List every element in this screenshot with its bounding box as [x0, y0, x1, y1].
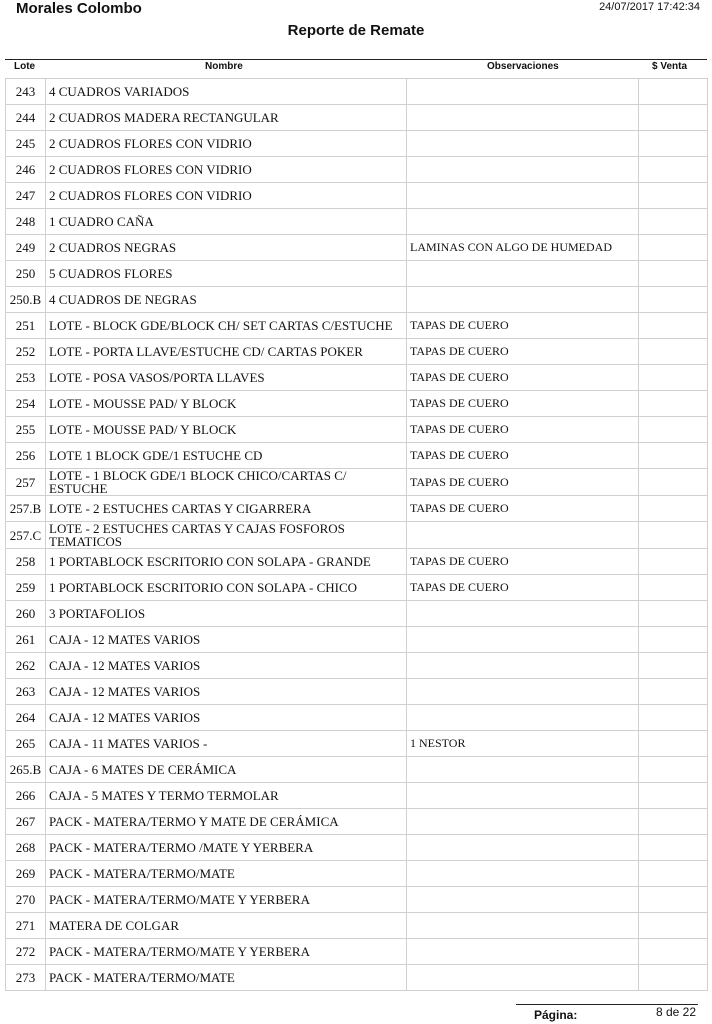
- table-row: [6, 679, 708, 705]
- report-title: Reporte de Remate: [287, 22, 425, 39]
- table-row: [6, 313, 708, 339]
- observations-cell: [407, 887, 639, 913]
- table-row: [6, 365, 708, 391]
- sale-price-cell: [639, 209, 708, 235]
- table-row: [6, 757, 708, 783]
- header-rule: [5, 59, 707, 60]
- observations-cell: [407, 601, 639, 627]
- observations-cell: LAMINAS CON ALGO DE HUMEDAD: [407, 235, 639, 261]
- lot-number-cell: 263: [6, 679, 46, 705]
- table-row: [6, 209, 708, 235]
- observations-cell: [407, 809, 639, 835]
- lot-number-cell: 271: [6, 913, 46, 939]
- table-row: [6, 575, 708, 601]
- lot-number-cell: 264: [6, 705, 46, 731]
- sale-price-cell: [639, 496, 708, 522]
- observations-cell: TAPAS DE CUERO: [407, 443, 639, 469]
- observations-cell: [407, 913, 639, 939]
- item-name-cell: 1 PORTABLOCK ESCRITORIO CON SOLAPA - CHICO: [46, 575, 407, 601]
- observations-cell: 1 NESTOR: [407, 731, 639, 757]
- observations-cell: [407, 705, 639, 731]
- sale-price-cell: [639, 469, 708, 496]
- lot-number-cell: 255: [6, 417, 46, 443]
- observations-cell: TAPAS DE CUERO: [407, 496, 639, 522]
- item-name-cell: CAJA - 11 MATES VARIOS -: [46, 731, 407, 757]
- observations-cell: [407, 939, 639, 965]
- sale-price-cell: [639, 887, 708, 913]
- item-name-cell: PACK - MATERA/TERMO /MATE Y YERBERA: [46, 835, 407, 861]
- table-row: [6, 939, 708, 965]
- column-header-venta: $ Venta: [652, 61, 688, 72]
- lot-number-cell: 259: [6, 575, 46, 601]
- lot-number-cell: 253: [6, 365, 46, 391]
- item-name-cell: LOTE - PORTA LLAVE/ESTUCHE CD/ CARTAS POKER: [46, 339, 407, 365]
- item-name-cell: PACK - MATERA/TERMO Y MATE DE CERÁMICA: [46, 809, 407, 835]
- lot-number-cell: 246: [6, 157, 46, 183]
- item-name-cell: LOTE - MOUSSE PAD/ Y BLOCK: [46, 391, 407, 417]
- sale-price-cell: [639, 261, 708, 287]
- table-row: [6, 809, 708, 835]
- lots-table-body: [6, 79, 708, 991]
- lot-number-cell: 244: [6, 105, 46, 131]
- item-name-cell: LOTE - MOUSSE PAD/ Y BLOCK: [46, 417, 407, 443]
- observations-cell: [407, 679, 639, 705]
- table-row: [6, 105, 708, 131]
- item-name-cell: LOTE - POSA VASOS/PORTA LLAVES: [46, 365, 407, 391]
- observations-cell: TAPAS DE CUERO: [407, 575, 639, 601]
- column-header-observaciones: Observaciones: [487, 61, 559, 72]
- item-name-cell: MATERA DE COLGAR: [46, 913, 407, 939]
- observations-cell: [407, 653, 639, 679]
- item-name-cell: CAJA - 12 MATES VARIOS: [46, 627, 407, 653]
- item-name-cell: LOTE - 2 ESTUCHES CARTAS Y CIGARRERA: [46, 496, 407, 522]
- observations-cell: [407, 261, 639, 287]
- observations-cell: TAPAS DE CUERO: [407, 417, 639, 443]
- item-name-cell: PACK - MATERA/TERMO/MATE Y YERBERA: [46, 887, 407, 913]
- item-name-cell: CAJA - 12 MATES VARIOS: [46, 705, 407, 731]
- table-row: [6, 157, 708, 183]
- lot-number-cell: 257: [6, 469, 46, 496]
- lot-number-cell: 257.C: [6, 522, 46, 549]
- sale-price-cell: [639, 679, 708, 705]
- observations-cell: [407, 783, 639, 809]
- item-name-cell: 2 CUADROS FLORES CON VIDRIO: [46, 157, 407, 183]
- table-row: [6, 339, 708, 365]
- sale-price-cell: [639, 522, 708, 549]
- lot-number-cell: 273: [6, 965, 46, 991]
- lot-number-cell: 266: [6, 783, 46, 809]
- observations-cell: [407, 183, 639, 209]
- lots-table: [5, 78, 708, 991]
- sale-price-cell: [639, 183, 708, 209]
- lot-number-cell: 250: [6, 261, 46, 287]
- table-row: [6, 965, 708, 991]
- item-name-cell: 2 CUADROS MADERA RECTANGULAR: [46, 105, 407, 131]
- item-name-cell: CAJA - 12 MATES VARIOS: [46, 679, 407, 705]
- item-name-cell: CAJA - 12 MATES VARIOS: [46, 653, 407, 679]
- table-row: [6, 522, 708, 549]
- item-name-cell: LOTE 1 BLOCK GDE/1 ESTUCHE CD: [46, 443, 407, 469]
- table-row: [6, 235, 708, 261]
- observations-cell: [407, 287, 639, 313]
- observations-cell: TAPAS DE CUERO: [407, 549, 639, 575]
- item-name-cell: 4 CUADROS VARIADOS: [46, 79, 407, 105]
- column-header-nombre: Nombre: [205, 61, 243, 72]
- lot-number-cell: 260: [6, 601, 46, 627]
- item-name-cell: LOTE - BLOCK GDE/BLOCK CH/ SET CARTAS C/ESTUCHE: [46, 313, 407, 339]
- item-name-cell: PACK - MATERA/TERMO/MATE Y YERBERA: [46, 939, 407, 965]
- lot-number-cell: 252: [6, 339, 46, 365]
- sale-price-cell: [639, 809, 708, 835]
- page-label: Página:: [534, 1008, 578, 1022]
- table-row: [6, 469, 708, 496]
- observations-cell: TAPAS DE CUERO: [407, 313, 639, 339]
- sale-price-cell: [639, 417, 708, 443]
- lot-number-cell: 249: [6, 235, 46, 261]
- observations-cell: TAPAS DE CUERO: [407, 365, 639, 391]
- table-row: [6, 783, 708, 809]
- table-row: [6, 417, 708, 443]
- item-name-cell: 2 CUADROS NEGRAS: [46, 235, 407, 261]
- sale-price-cell: [639, 157, 708, 183]
- table-row: [6, 835, 708, 861]
- lot-number-cell: 265: [6, 731, 46, 757]
- lot-number-cell: 247: [6, 183, 46, 209]
- sale-price-cell: [639, 783, 708, 809]
- item-name-cell: LOTE - 2 ESTUCHES CARTAS Y CAJAS FOSFOROS TEMATICOS: [46, 522, 407, 549]
- lot-number-cell: 262: [6, 653, 46, 679]
- sale-price-cell: [639, 235, 708, 261]
- observations-cell: [407, 131, 639, 157]
- sale-price-cell: [639, 627, 708, 653]
- table-row: [6, 627, 708, 653]
- observations-cell: TAPAS DE CUERO: [407, 391, 639, 417]
- sale-price-cell: [639, 913, 708, 939]
- sale-price-cell: [639, 705, 708, 731]
- item-name-cell: CAJA - 6 MATES DE CERÁMICA: [46, 757, 407, 783]
- table-row: [6, 443, 708, 469]
- item-name-cell: LOTE - 1 BLOCK GDE/1 BLOCK CHICO/CARTAS C/ ESTUCHE: [46, 469, 407, 496]
- page-number: 8 de 22: [655, 1005, 696, 1019]
- sale-price-cell: [639, 835, 708, 861]
- observations-cell: [407, 209, 639, 235]
- item-name-cell: PACK - MATERA/TERMO/MATE: [46, 861, 407, 887]
- sale-price-cell: [639, 861, 708, 887]
- lot-number-cell: 261: [6, 627, 46, 653]
- item-name-cell: 1 PORTABLOCK ESCRITORIO CON SOLAPA - GRANDE: [46, 549, 407, 575]
- lot-number-cell: 272: [6, 939, 46, 965]
- observations-cell: [407, 835, 639, 861]
- item-name-cell: CAJA - 5 MATES Y TERMO TERMOLAR: [46, 783, 407, 809]
- table-row: [6, 261, 708, 287]
- observations-cell: [407, 627, 639, 653]
- table-row: [6, 653, 708, 679]
- observations-cell: [407, 79, 639, 105]
- item-name-cell: 3 PORTAFOLIOS: [46, 601, 407, 627]
- observations-cell: [407, 522, 639, 549]
- observations-cell: [407, 157, 639, 183]
- lot-number-cell: 245: [6, 131, 46, 157]
- sale-price-cell: [639, 443, 708, 469]
- sale-price-cell: [639, 601, 708, 627]
- sale-price-cell: [639, 79, 708, 105]
- lot-number-cell: 257.B: [6, 496, 46, 522]
- sale-price-cell: [639, 757, 708, 783]
- table-row: [6, 131, 708, 157]
- observations-cell: [407, 105, 639, 131]
- sale-price-cell: [639, 939, 708, 965]
- table-row: [6, 287, 708, 313]
- lot-number-cell: 250.B: [6, 287, 46, 313]
- observations-cell: TAPAS DE CUERO: [407, 339, 639, 365]
- item-name-cell: 2 CUADROS FLORES CON VIDRIO: [46, 131, 407, 157]
- table-row: [6, 391, 708, 417]
- lot-number-cell: 248: [6, 209, 46, 235]
- item-name-cell: PACK - MATERA/TERMO/MATE: [46, 965, 407, 991]
- lot-number-cell: 254: [6, 391, 46, 417]
- lot-number-cell: 258: [6, 549, 46, 575]
- sale-price-cell: [639, 339, 708, 365]
- sale-price-cell: [639, 965, 708, 991]
- item-name-cell: 2 CUADROS FLORES CON VIDRIO: [46, 183, 407, 209]
- sale-price-cell: [639, 391, 708, 417]
- lot-number-cell: 270: [6, 887, 46, 913]
- sale-price-cell: [639, 365, 708, 391]
- sale-price-cell: [639, 131, 708, 157]
- lot-number-cell: 251: [6, 313, 46, 339]
- table-row: [6, 601, 708, 627]
- lot-number-cell: 267: [6, 809, 46, 835]
- table-row: [6, 887, 708, 913]
- item-name-cell: 5 CUADROS FLORES: [46, 261, 407, 287]
- lot-number-cell: 256: [6, 443, 46, 469]
- sale-price-cell: [639, 653, 708, 679]
- table-row: [6, 183, 708, 209]
- table-row: [6, 731, 708, 757]
- lot-number-cell: 243: [6, 79, 46, 105]
- observations-cell: [407, 861, 639, 887]
- table-row: [6, 496, 708, 522]
- lot-number-cell: 269: [6, 861, 46, 887]
- table-row: [6, 79, 708, 105]
- lot-number-cell: 265.B: [6, 757, 46, 783]
- column-header-lote: Lote: [14, 61, 36, 72]
- table-row: [6, 705, 708, 731]
- sale-price-cell: [639, 287, 708, 313]
- item-name-cell: 1 CUADRO CAÑA: [46, 209, 407, 235]
- sale-price-cell: [639, 313, 708, 339]
- sale-price-cell: [639, 575, 708, 601]
- company-name: Morales Colombo: [16, 0, 142, 17]
- table-row: [6, 861, 708, 887]
- sale-price-cell: [639, 105, 708, 131]
- lot-number-cell: 268: [6, 835, 46, 861]
- report-timestamp: 24/07/2017 17:42:34: [599, 1, 700, 13]
- table-row: [6, 549, 708, 575]
- table-row: [6, 913, 708, 939]
- sale-price-cell: [639, 549, 708, 575]
- observations-cell: [407, 965, 639, 991]
- observations-cell: TAPAS DE CUERO: [407, 469, 639, 496]
- sale-price-cell: [639, 731, 708, 757]
- observations-cell: [407, 757, 639, 783]
- item-name-cell: 4 CUADROS DE NEGRAS: [46, 287, 407, 313]
